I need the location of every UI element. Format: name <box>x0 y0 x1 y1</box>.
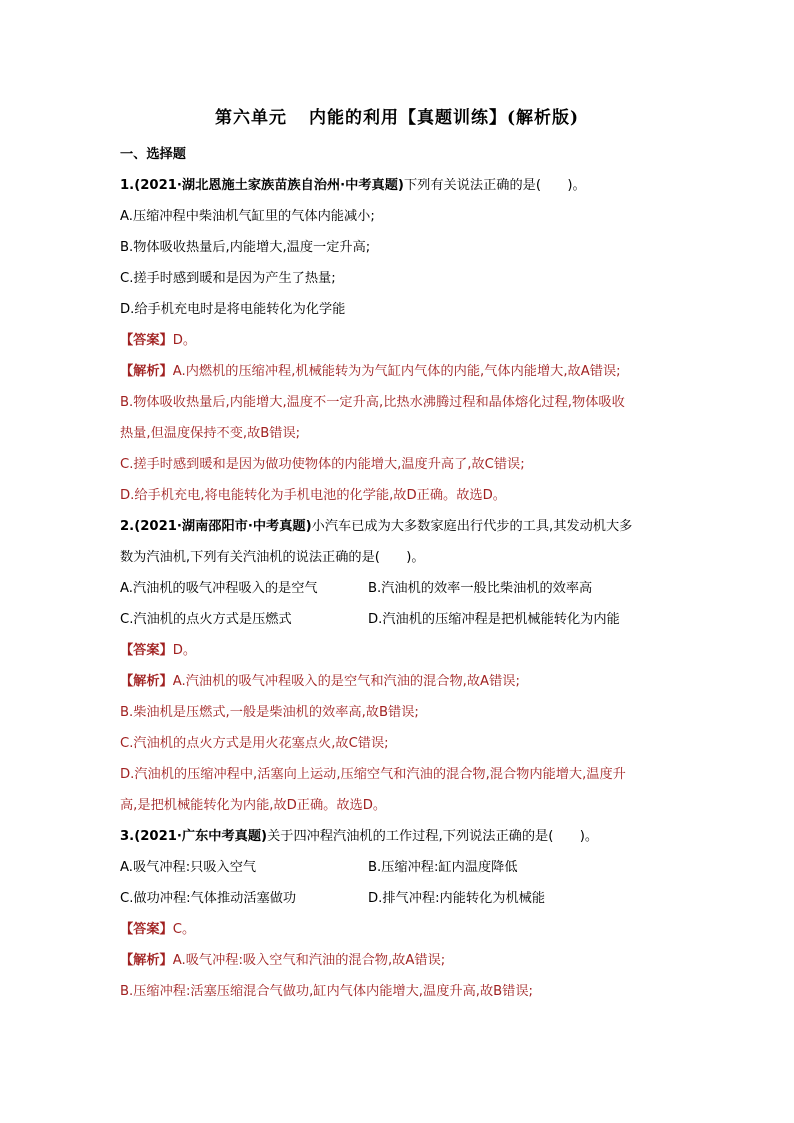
question-2-analysis-line: C.汽油机的点火方式是用火花塞点火,故C错误; <box>120 736 389 751</box>
question-2-option-a: A.汽油机的吸气冲程吸入的是空气 <box>120 581 318 596</box>
question-1-analysis-line: B.物体吸收热量后,内能增大,温度不一定升高,比热水沸腾过程和晶体熔化过程,物体吸收 <box>120 395 625 410</box>
title-unit: 第六单元 <box>214 108 287 128</box>
question-1-analysis-line <box>120 356 700 387</box>
document-body <box>120 139 700 1007</box>
question-2-analysis-line <box>120 666 700 697</box>
question-1-option-a: A.压缩冲程中柴油机气缸里的气体内能减小; <box>120 209 375 224</box>
question-text: 下列有关说法正确的是( )。 <box>403 178 586 193</box>
question-2-answer <box>120 635 700 666</box>
analysis-tag: 【解析】 <box>120 953 173 968</box>
title-topic: 内能的利用【真题训练】(解析版) <box>308 108 580 128</box>
question-3-option-a: A.吸气冲程:只吸入空气 <box>120 860 257 875</box>
question-2-stem <box>120 511 700 542</box>
answer-value: D。 <box>172 643 197 658</box>
question-2-option-b: B.汽油机的效率一般比柴油机的效率高 <box>368 581 593 596</box>
question-1-option-d: D.给手机充电时是将电能转化为化学能 <box>120 302 346 317</box>
question-2-option-d: D.汽油机的压缩冲程是把机械能转化为内能 <box>368 612 620 627</box>
question-source: (2021·广东中考真题) <box>134 829 268 844</box>
question-3-option-c: C.做功冲程:气体推动活塞做功 <box>120 891 297 906</box>
question-3-options-row <box>120 883 700 914</box>
analysis-text: A.内燃机的压缩冲程,机械能转为为气缸内气体的内能,气体内能增大,故A错误; <box>172 364 621 379</box>
section-heading: 一、选择题 <box>120 147 186 162</box>
question-1-stem <box>120 170 700 201</box>
question-1-option-c: C.搓手时感到暖和是因为产生了热量; <box>120 271 336 286</box>
page-title <box>0 103 794 128</box>
analysis-tag: 【解析】 <box>120 364 173 379</box>
question-3-option-d: D.排气冲程:内能转化为机械能 <box>368 891 546 906</box>
answer-tag: 【答案】 <box>120 922 173 937</box>
question-text: 关于四冲程汽油机的工作过程,下列说法正确的是( )。 <box>267 829 599 844</box>
question-1-analysis-line: C.搓手时感到暖和是因为做功使物体的内能增大,温度升高了,故C错误; <box>120 457 525 472</box>
question-number: 3. <box>120 829 135 844</box>
analysis-text: A.吸气冲程:吸入空气和汽油的混合物,故A错误; <box>172 953 446 968</box>
question-number: 1. <box>120 178 135 193</box>
question-source: (2021·湖北恩施土家族苗族自治州·中考真题) <box>134 178 404 193</box>
question-2-options-row <box>120 573 700 604</box>
question-source: (2021·湖南邵阳市·中考真题) <box>134 519 312 534</box>
question-3-answer <box>120 914 700 945</box>
question-2-stem-continued: 数为汽油机,下列有关汽油机的说法正确的是( )。 <box>120 550 425 565</box>
question-text: 小汽车已成为大多数家庭出行代步的工具,其发动机大多 <box>311 519 633 534</box>
question-1-analysis-line: 热量,但温度保持不变,故B错误; <box>120 426 301 441</box>
answer-value: D。 <box>172 333 197 348</box>
question-2-analysis-line: D.汽油机的压缩冲程中,活塞向上运动,压缩空气和汽油的混合物,混合物内能增大,温度升 <box>120 767 626 782</box>
analysis-text: A.汽油机的吸气冲程吸入的是空气和汽油的混合物,故A错误; <box>172 674 520 689</box>
question-2-option-c: C.汽油机的点火方式是压燃式 <box>120 612 292 627</box>
question-1-option-b: B.物体吸收热量后,内能增大,温度一定升高; <box>120 240 371 255</box>
question-2-options-row <box>120 604 700 635</box>
answer-tag: 【答案】 <box>120 333 173 348</box>
question-number: 2. <box>120 519 135 534</box>
answer-tag: 【答案】 <box>120 643 173 658</box>
answer-value: C。 <box>172 922 196 937</box>
question-3-analysis-line: B.压缩冲程:活塞压缩混合气做功,缸内气体内能增大,温度升高,故B错误; <box>120 984 533 999</box>
question-1-analysis-line: D.给手机充电,将电能转化为手机电池的化学能,故D正确。故选D。 <box>120 488 506 503</box>
question-2-analysis-line: 高,是把机械能转化为内能,故D正确。故选D。 <box>120 798 387 813</box>
question-3-analysis-line <box>120 945 700 976</box>
question-3-option-b: B.压缩冲程:缸内温度降低 <box>368 860 518 875</box>
question-2-analysis-line: B.柴油机是压燃式,一般是柴油机的效率高,故B错误; <box>120 705 419 720</box>
analysis-tag: 【解析】 <box>120 674 173 689</box>
question-3-stem <box>120 821 700 852</box>
question-1-answer <box>120 325 700 356</box>
question-3-options-row <box>120 852 700 883</box>
